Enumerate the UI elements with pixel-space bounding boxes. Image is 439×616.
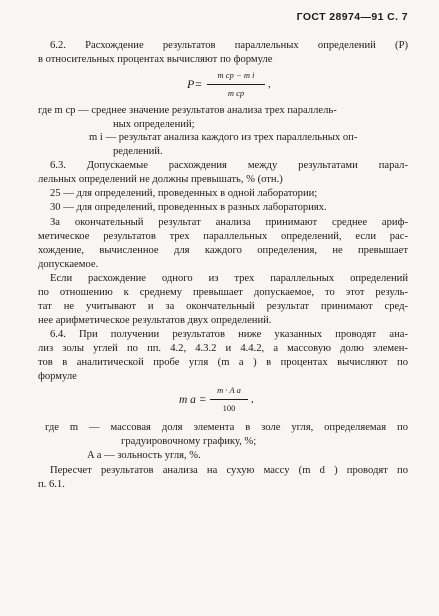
text-line: 25 — для определений, проведенных в одной лаборатории;: [50, 188, 318, 199]
text-line: п. 6.1.: [38, 479, 65, 490]
fraction-bar: [207, 84, 265, 85]
text-line: ных определений;: [113, 119, 195, 130]
formula-tail: ,: [251, 394, 254, 405]
text-line: За окончательный результат анализа принимают среднее ариф-: [50, 217, 408, 228]
text-line: ределений.: [113, 146, 163, 157]
text-line: хождение, вычисленное для каждого определения, не превышает: [38, 245, 408, 256]
text-line: 30 — для определений, проведенных в разных лабораториях.: [50, 202, 327, 213]
formula-denominator: 100: [222, 403, 236, 413]
formula-numerator: m ср − m i: [217, 70, 255, 80]
text-line: по отношению к среднему превышает допускаемое, то этот резуль-: [38, 287, 408, 298]
text-line: Пересчет результатов анализа на сухую массу (m d ) проводят по: [50, 465, 408, 476]
text-line: метическое результатов трех параллельных определений, если рас-: [38, 231, 408, 242]
text-line: допускаемое.: [38, 259, 99, 270]
formula-lhs: P=: [187, 77, 203, 91]
text-line: лиз золы углей по пп. 4.2, 4.3.2 и 4.4.2, а массовую долю элемен-: [38, 343, 408, 354]
text-line: 6.3. Допускаемые расхождения между результатами парал-: [50, 160, 408, 171]
text-line: m i — результат анализа каждого из трех параллельных оп-: [89, 132, 358, 143]
text-line: градуировочному графику, %;: [121, 436, 257, 447]
text-line: 6.2. Расхождение результатов параллельных определений (P): [50, 40, 408, 51]
text-line: тов в аналитической пробе угля (m a ) в процентах вычисляют по: [38, 357, 408, 368]
text-line: в относительных процентах вычисляют по формуле: [38, 54, 273, 65]
text-line: формуле: [38, 371, 77, 382]
text-line: Если расхождение одного из трех параллельных определений: [50, 273, 408, 284]
text-line: тат не учитывают и за окончательный результат принимают сред-: [38, 301, 408, 312]
text-line: где m — массовая доля элемента в золе угля, определяемая по: [45, 422, 408, 433]
fraction-bar: [210, 399, 248, 400]
text-line: A a — зольность угля, %.: [87, 450, 201, 461]
page-header: ГОСТ 28974—91 С. 7: [296, 11, 408, 23]
formula-tail: ,: [268, 79, 271, 90]
text-line: лельных определений не должны превышать, % (отн.): [38, 174, 283, 185]
text-line: нее арифметическое результатов двух определений.: [38, 315, 272, 326]
formula-lhs: m a =: [179, 394, 207, 406]
text-line: 6.4. При получении результатов ниже указанных проводят ана-: [50, 329, 408, 340]
formula-numerator: m · A a: [217, 385, 241, 395]
text-line: где m ср — среднее значение результатов анализа трех параллель-: [38, 105, 337, 116]
formula-denominator: m ср: [227, 88, 245, 98]
